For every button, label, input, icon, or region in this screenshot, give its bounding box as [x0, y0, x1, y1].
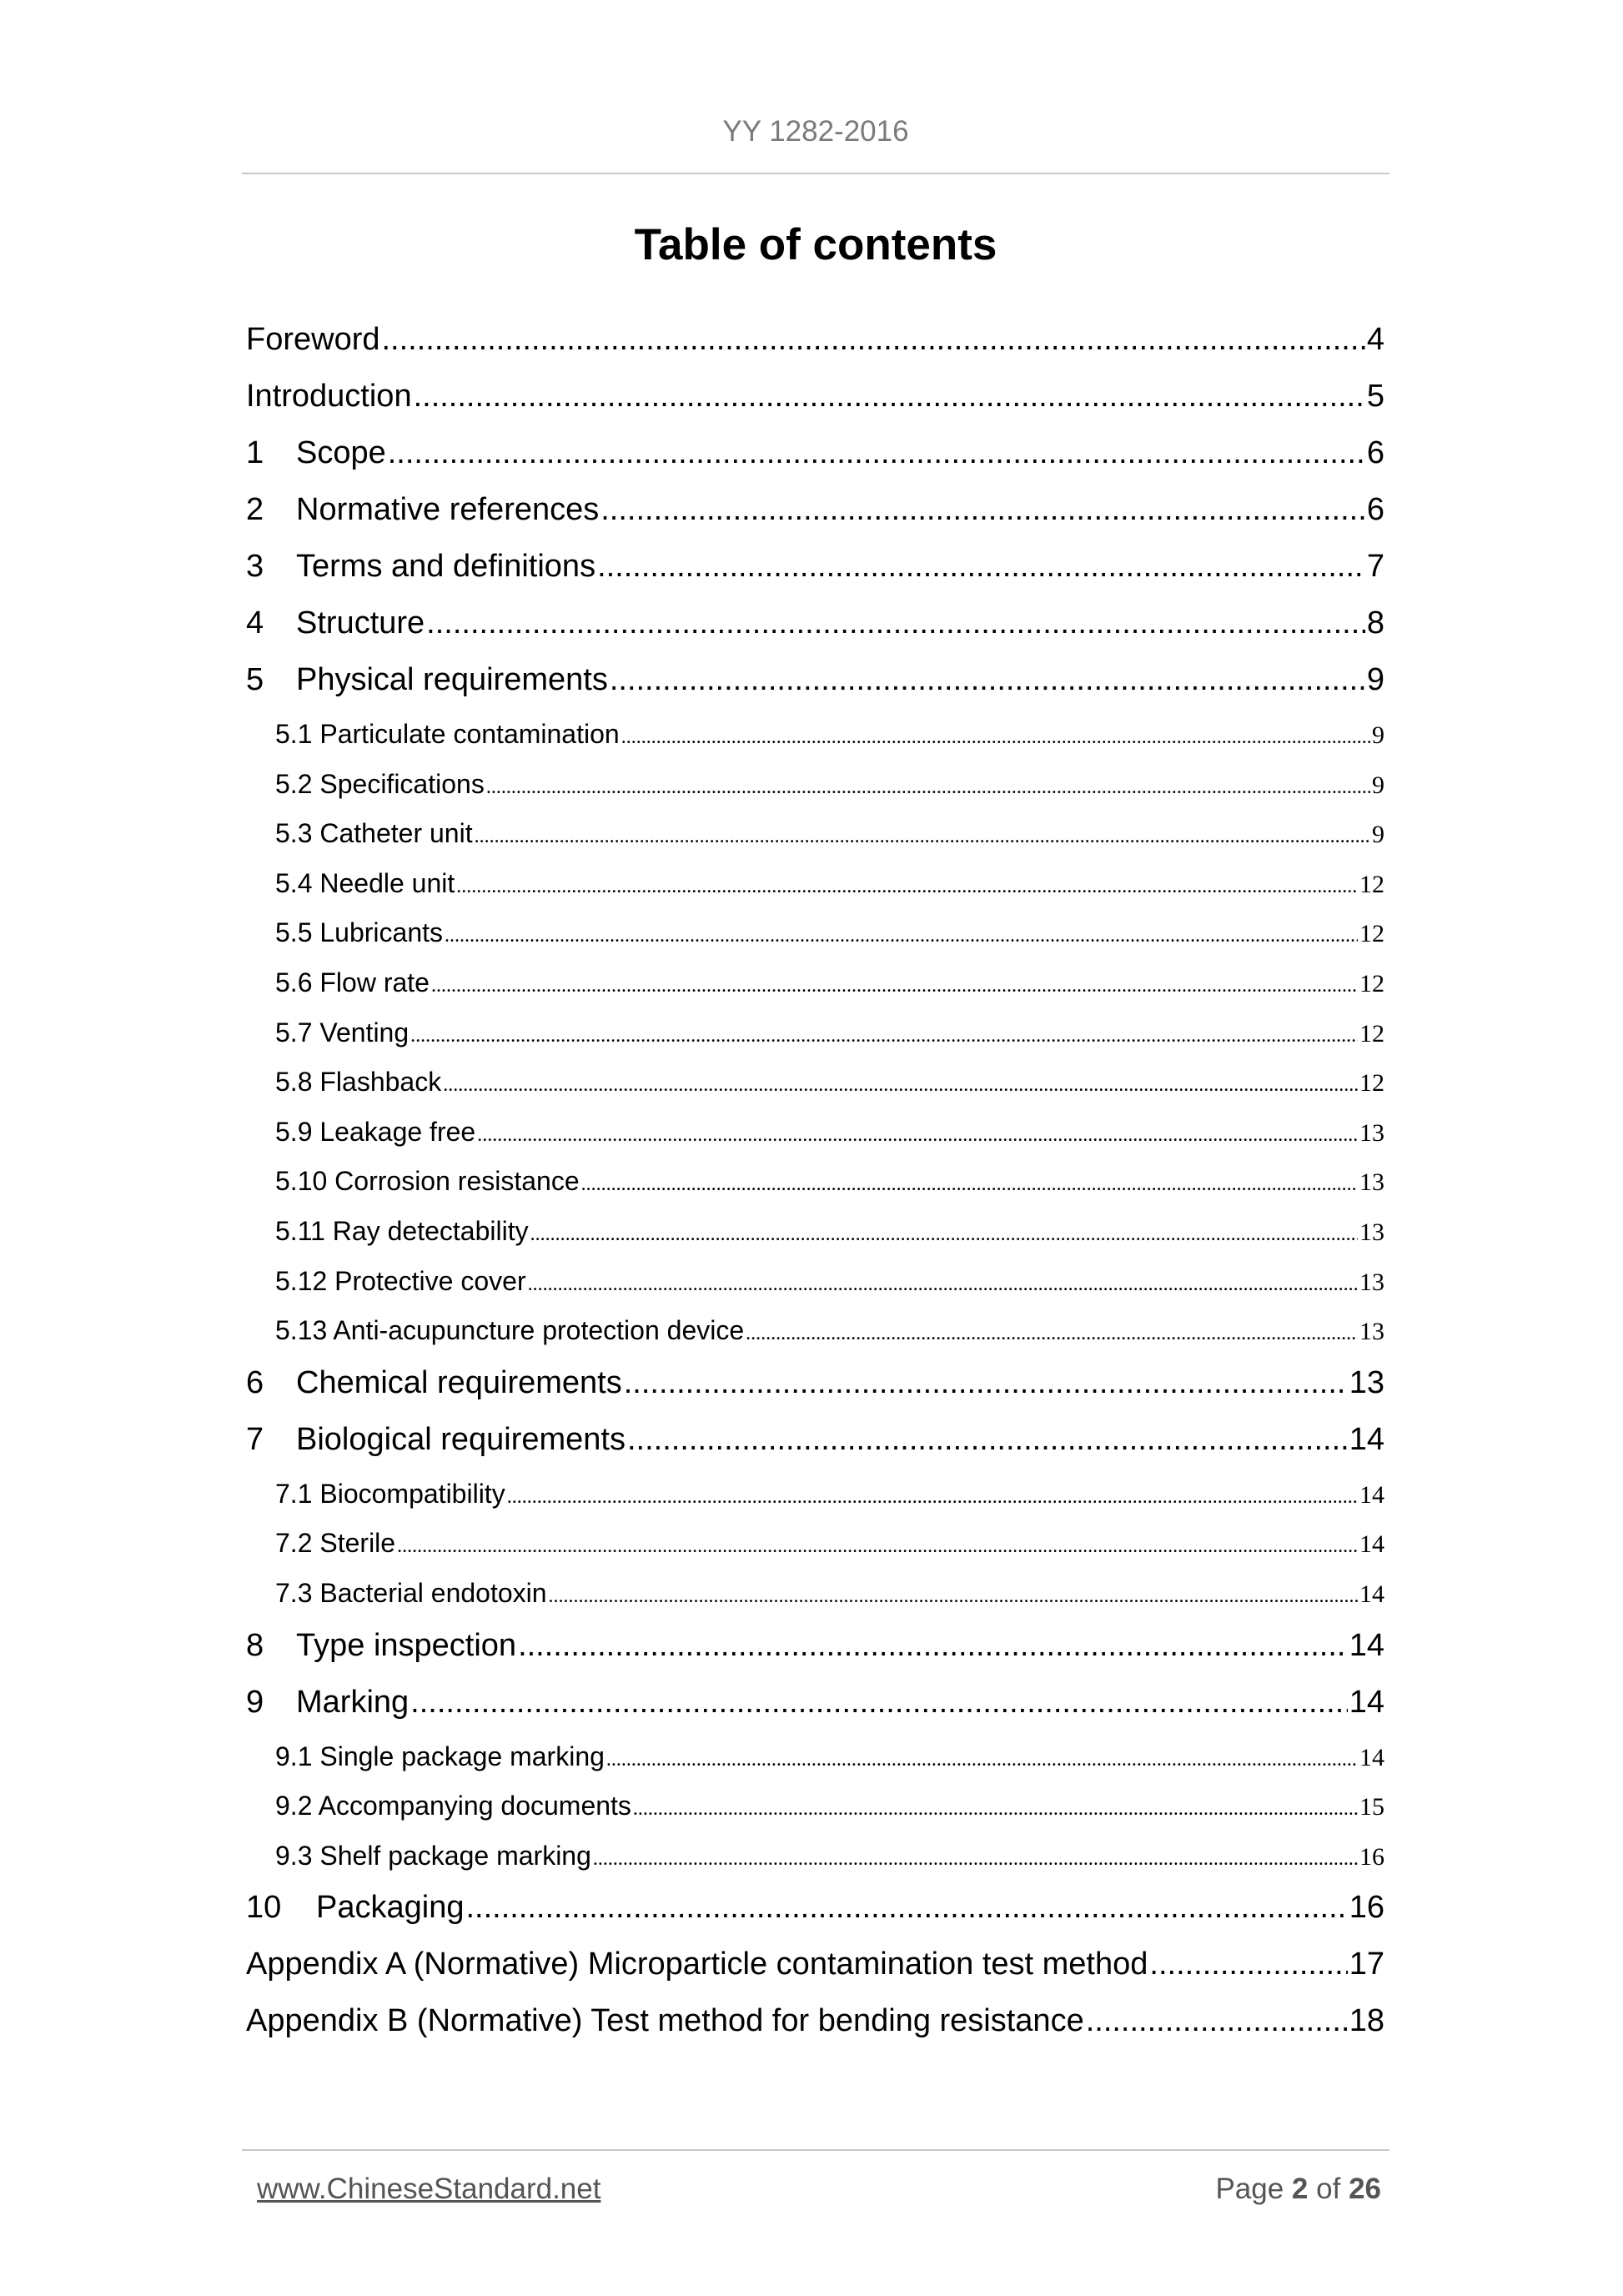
toc-dot-leader: [581, 1173, 1358, 1196]
toc-dot-leader: [410, 1685, 1348, 1721]
page-total: 26: [1349, 2173, 1381, 2205]
toc-entry-title: 5.3 Catheter unit: [275, 818, 473, 849]
toc-entry-title: Appendix A (Normative) Microparticle contamination test method: [246, 1947, 1148, 1982]
toc-entry-page: 6: [1366, 435, 1384, 470]
toc-entry-title: Structure: [296, 605, 425, 641]
toc-dot-leader: [518, 1628, 1348, 1664]
toc-entry[interactable]: [246, 322, 1384, 379]
toc-entry-page: 9: [1372, 771, 1384, 799]
toc-entry-title: 7.2 Sterile: [275, 1528, 396, 1559]
footer-website-link[interactable]: www.ChineseStandard.net: [257, 2173, 601, 2205]
toc-entry-title: Physical requirements: [296, 662, 608, 697]
toc-dot-leader: [388, 435, 1365, 471]
toc-dot-leader: [477, 1124, 1358, 1147]
toc-entry[interactable]: [246, 818, 1384, 868]
toc-entry[interactable]: [246, 1528, 1384, 1578]
toc-entry-page: 12: [1359, 920, 1384, 948]
footer-divider: [242, 2149, 1389, 2151]
toc-entry-page: 15: [1359, 1793, 1384, 1821]
footer-page-number: [1215, 2173, 1381, 2206]
toc-entry[interactable]: [246, 492, 1384, 549]
toc-entry-number: 6: [246, 1364, 264, 1400]
table-of-contents: [246, 322, 1384, 2060]
toc-entry-title: Packaging: [316, 1890, 465, 1926]
toc-entry[interactable]: [246, 1117, 1384, 1167]
toc-entry-page: 5: [1366, 379, 1384, 414]
toc-entry-page: 9: [1366, 662, 1384, 697]
toc-entry[interactable]: [246, 1067, 1384, 1117]
toc-entry[interactable]: [246, 1841, 1384, 1891]
toc-dot-leader: [431, 975, 1358, 997]
toc-entry-title: 5.8 Flashback: [275, 1067, 442, 1098]
toc-entry-title: 5.12 Protective cover: [275, 1265, 526, 1296]
toc-entry-title: 5.11 Ray detectability: [275, 1215, 529, 1246]
toc-dot-leader: [633, 1798, 1358, 1821]
toc-entry-title: 9.2 Accompanying documents: [275, 1791, 631, 1821]
toc-dot-leader: [414, 379, 1365, 414]
toc-entry-page: 14: [1359, 1743, 1384, 1771]
page-current: 2: [1291, 2173, 1309, 2205]
toc-entry-page: 14: [1359, 1480, 1384, 1509]
toc-dot-leader: [456, 876, 1358, 898]
toc-entry[interactable]: [246, 1216, 1384, 1266]
toc-entry-page: 12: [1359, 870, 1384, 898]
toc-dot-leader: [1149, 1947, 1347, 1982]
toc-dot-leader: [1086, 2003, 1348, 2039]
toc-entry-page: 14: [1349, 1421, 1384, 1457]
toc-dot-leader: [621, 726, 1370, 749]
toc-dot-leader: [610, 662, 1365, 698]
toc-entry[interactable]: [246, 1422, 1384, 1479]
toc-entry-page: 13: [1359, 1268, 1384, 1296]
toc-entry[interactable]: [246, 1479, 1384, 1529]
toc-dot-leader: [597, 549, 1365, 585]
toc-entry[interactable]: [246, 379, 1384, 435]
toc-entry-title: Biological requirements: [296, 1421, 626, 1457]
toc-dot-leader: [507, 1486, 1358, 1509]
toc-entry-number: 5: [246, 662, 264, 697]
toc-entry[interactable]: [246, 1017, 1384, 1068]
toc-entry-number: 3: [246, 549, 264, 584]
toc-entry-title: Normative references: [296, 492, 600, 527]
toc-dot-leader: [426, 605, 1365, 641]
toc-entry[interactable]: [246, 2003, 1384, 2060]
toc-entry-page: 12: [1359, 969, 1384, 997]
toc-entry-page: 13: [1359, 1118, 1384, 1147]
toc-entry-page: 13: [1359, 1318, 1384, 1346]
toc-dot-leader: [486, 776, 1370, 799]
toc-dot-leader: [593, 1848, 1358, 1871]
toc-entry-title: Introduction: [246, 379, 412, 414]
toc-entry-title: 5.5 Lubricants: [275, 917, 444, 948]
toc-entry[interactable]: [246, 1685, 1384, 1741]
header-divider: [242, 173, 1389, 174]
toc-entry-page: 17: [1349, 1947, 1384, 1982]
toc-entry-page: 14: [1359, 1530, 1384, 1559]
toc-entry-page: 18: [1349, 2003, 1384, 2039]
toc-entry-number: 4: [246, 605, 264, 641]
toc-dot-leader: [475, 826, 1370, 848]
toc-entry-page: 13: [1359, 1218, 1384, 1246]
toc-entry-title: 9.3 Shelf package marking: [275, 1840, 591, 1871]
toc-entry-title: 5.7 Venting: [275, 1017, 410, 1048]
toc-entry[interactable]: [246, 769, 1384, 819]
toc-dot-leader: [746, 1323, 1358, 1345]
toc-entry-title: 7.1 Biocompatibility: [275, 1478, 505, 1509]
toc-entry[interactable]: [246, 1890, 1384, 1947]
toc-dot-leader: [382, 322, 1365, 358]
toc-entry-number: 7: [246, 1421, 264, 1457]
toc-entry-page: 13: [1359, 1168, 1384, 1197]
toc-entry[interactable]: [246, 1628, 1384, 1685]
toc-entry-page: 13: [1349, 1364, 1384, 1400]
toc-entry-title: Terms and definitions: [296, 549, 596, 584]
toc-entry-number: 2: [246, 492, 264, 527]
toc-entry-page: 6: [1366, 492, 1384, 527]
toc-entry-title: Type inspection: [296, 1627, 517, 1663]
toc-entry[interactable]: [246, 868, 1384, 918]
toc-title: Table of contents: [634, 220, 997, 269]
toc-entry[interactable]: [246, 1578, 1384, 1628]
toc-entry-number: 1: [246, 435, 264, 470]
toc-entry-title: 5.1 Particulate contamination: [275, 719, 620, 749]
toc-entry-page: 8: [1366, 605, 1384, 641]
toc-entry-title: 5.9 Leakage free: [275, 1116, 476, 1147]
toc-entry[interactable]: [246, 1315, 1384, 1365]
toc-entry-title: 5.13 Anti-acupuncture protection device: [275, 1315, 745, 1346]
toc-entry-title: Scope: [296, 435, 386, 470]
toc-dot-leader: [465, 1890, 1347, 1926]
page-header-doc-code: YY 1282-2016: [722, 115, 909, 148]
toc-entry[interactable]: [246, 1947, 1384, 2003]
toc-entry[interactable]: [246, 1365, 1384, 1422]
toc-entry-page: 4: [1366, 322, 1384, 357]
toc-entry-title: Appendix B (Normative) Test method for bending resistance: [246, 2003, 1084, 2039]
toc-entry-number: 8: [246, 1627, 264, 1663]
toc-entry-title: 7.3 Bacterial endotoxin: [275, 1577, 547, 1608]
toc-entry-title: 9.1 Single package marking: [275, 1741, 605, 1771]
toc-entry-number: 10: [246, 1890, 282, 1926]
toc-dot-leader: [530, 1223, 1358, 1246]
toc-entry[interactable]: [246, 967, 1384, 1017]
toc-dot-leader: [549, 1585, 1358, 1608]
toc-dot-leader: [528, 1274, 1358, 1296]
toc-entry[interactable]: [246, 1266, 1384, 1316]
toc-dot-leader: [397, 1535, 1358, 1558]
toc-dot-leader: [624, 1365, 1348, 1401]
toc-entry[interactable]: [246, 605, 1384, 662]
toc-entry-page: 14: [1349, 1684, 1384, 1720]
toc-entry-title: Marking: [296, 1684, 410, 1720]
toc-entry-title: Foreword: [246, 322, 380, 357]
toc-dot-leader: [600, 492, 1365, 528]
toc-entry-page: 14: [1349, 1627, 1384, 1663]
toc-entry-page: 14: [1359, 1580, 1384, 1608]
toc-entry-title: 5.6 Flow rate: [275, 967, 430, 997]
toc-entry[interactable]: [246, 435, 1384, 492]
page-of: of: [1316, 2173, 1341, 2205]
toc-entry-title: 5.4 Needle unit: [275, 867, 455, 898]
toc-dot-leader: [410, 1025, 1358, 1048]
toc-entry[interactable]: [246, 549, 1384, 605]
toc-entry-page: 7: [1366, 549, 1384, 584]
toc-dot-leader: [443, 1074, 1358, 1097]
toc-entry-number: 9: [246, 1684, 264, 1720]
toc-dot-leader: [445, 925, 1358, 947]
toc-entry-page: 9: [1372, 821, 1384, 849]
toc-entry[interactable]: [246, 1791, 1384, 1841]
toc-entry-page: 12: [1359, 1069, 1384, 1098]
toc-dot-leader: [606, 1749, 1358, 1771]
toc-entry[interactable]: [246, 1741, 1384, 1791]
toc-entry-title: 5.2 Specifications: [275, 768, 485, 799]
toc-entry-title: Chemical requirements: [296, 1364, 622, 1400]
toc-entry[interactable]: [246, 719, 1384, 769]
toc-entry[interactable]: [246, 1166, 1384, 1216]
toc-entry-page: 16: [1359, 1842, 1384, 1871]
toc-entry-page: 12: [1359, 1019, 1384, 1048]
toc-entry-title: 5.10 Corrosion resistance: [275, 1166, 580, 1197]
toc-entry-page: 9: [1372, 721, 1384, 749]
page-label: Page: [1215, 2173, 1284, 2205]
toc-entry[interactable]: [246, 917, 1384, 967]
toc-entry[interactable]: [246, 662, 1384, 719]
toc-entry-page: 16: [1349, 1890, 1384, 1926]
toc-dot-leader: [627, 1422, 1348, 1458]
